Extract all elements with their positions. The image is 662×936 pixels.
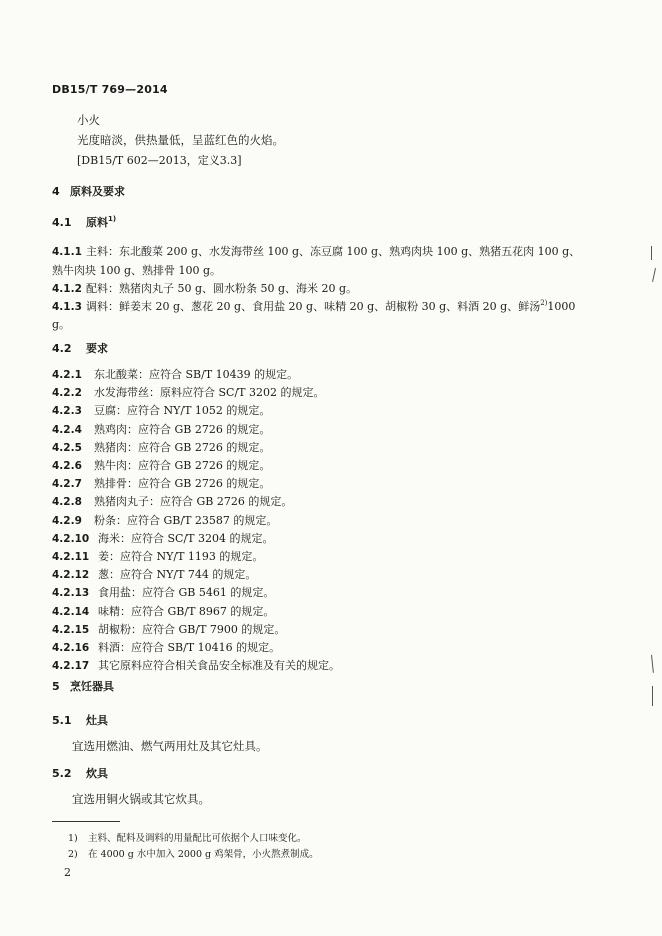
scan-mark bbox=[652, 268, 656, 282]
requirement-item bbox=[52, 512, 277, 528]
scan-mark bbox=[651, 655, 654, 673]
footnote-1 bbox=[68, 830, 307, 844]
requirement-number: 4.2.13 bbox=[52, 587, 90, 600]
requirement-number: 4.2.10 bbox=[52, 532, 90, 545]
requirement-item bbox=[52, 384, 324, 400]
section-4-2-title: 要求 bbox=[86, 342, 108, 355]
requirement-number: 4.2.6 bbox=[52, 460, 82, 472]
requirement-text: 味精：应符合 GB/T 8967 的规定。 bbox=[98, 604, 275, 618]
item-4-1-3 bbox=[52, 298, 575, 314]
requirement-item bbox=[52, 366, 298, 382]
requirement-text: 东北酸菜：应符合 SB/T 10439 的规定。 bbox=[94, 368, 299, 381]
item-4-1-1-number: 4.1.1 bbox=[52, 246, 82, 258]
item-4-1-3-tail: 1000 bbox=[547, 300, 576, 313]
section-4-1-title: 原料 bbox=[86, 216, 108, 229]
requirement-item bbox=[52, 566, 256, 582]
requirement-number: 4.2.14 bbox=[52, 605, 90, 618]
requirement-item bbox=[52, 548, 263, 564]
requirement-number: 4.2.3 bbox=[52, 405, 82, 418]
requirement-item bbox=[52, 402, 270, 418]
section-5-1-title: 灶具 bbox=[86, 714, 108, 727]
requirement-item bbox=[52, 639, 280, 655]
requirement-number: 4.2.7 bbox=[52, 478, 82, 491]
item-4-1-1-continuation: 熟牛肉块 100 g、熟排骨 100 g。 bbox=[52, 264, 222, 277]
requirement-item bbox=[52, 603, 274, 619]
footnote-2 bbox=[68, 846, 319, 860]
requirement-number: 4.2.2 bbox=[52, 387, 82, 400]
requirement-item bbox=[52, 421, 270, 437]
footnote-separator bbox=[52, 821, 120, 822]
requirement-text: 食用盐：应符合 GB 5461 的规定。 bbox=[98, 586, 275, 600]
section-5-number: 5 bbox=[52, 680, 60, 693]
section-4-2-number: 4.2 bbox=[52, 342, 72, 355]
requirement-text: 熟鸡肉：应符合 GB 2726 的规定。 bbox=[94, 422, 271, 436]
section-5-1-number: 5.1 bbox=[52, 714, 72, 727]
footnote-ref-1: 1) bbox=[108, 215, 117, 223]
section-5-1-text: 宜选用燃油、燃气两用灶及其它灶具。 bbox=[72, 739, 268, 753]
section-4-number: 4 bbox=[52, 185, 60, 198]
requirement-text: 粉条：应符合 GB/T 23587 的规定。 bbox=[94, 513, 278, 527]
requirement-number: 4.2.15 bbox=[52, 623, 90, 636]
requirement-text: 料酒：应符合 SB/T 10416 的规定。 bbox=[98, 641, 281, 654]
requirement-number: 4.2.12 bbox=[52, 569, 90, 582]
requirement-text: 水发海带丝：原料应符合 SC/T 3202 的规定。 bbox=[94, 386, 325, 400]
section-4-1-number: 4.1 bbox=[52, 216, 72, 229]
scan-mark bbox=[651, 246, 652, 260]
item-4-1-3-number: 4.1.3 bbox=[52, 301, 82, 313]
section-5-2-heading bbox=[52, 765, 108, 781]
section-5-1-heading bbox=[52, 712, 108, 728]
footnote-2-text: 在 4000 g 水中加入 2000 g 鸡架骨，小火熬煮制成。 bbox=[88, 849, 319, 860]
requirement-item bbox=[52, 621, 285, 637]
requirement-item bbox=[52, 439, 270, 455]
requirement-text: 其它原料应符合相关食品安全标准及有关的规定。 bbox=[98, 659, 340, 673]
section-4-1-heading bbox=[52, 214, 116, 230]
requirement-number: 4.2.4 bbox=[52, 423, 82, 436]
requirement-number: 4.2.8 bbox=[52, 496, 82, 509]
item-4-1-2-text: 配料：熟猪肉丸子 50 g、圆水粉条 50 g、海米 20 g。 bbox=[86, 282, 358, 295]
definition-term: 小火 bbox=[77, 113, 100, 127]
requirement-item bbox=[52, 584, 274, 600]
requirement-text: 熟牛肉：应符合 GB 2726 的规定。 bbox=[94, 459, 271, 472]
requirement-text: 姜：应符合 NY/T 1193 的规定。 bbox=[98, 550, 264, 563]
section-4-2-heading bbox=[52, 340, 108, 356]
footnote-ref-2: 2) bbox=[540, 299, 548, 307]
section-5-title: 烹饪器具 bbox=[70, 680, 114, 693]
item-4-1-1-text: 主料：东北酸菜 200 g、水发海带丝 100 g、冻豆腐 100 g、熟鸡肉块 100 g、熟猪五花肉 100 g、 bbox=[86, 245, 581, 258]
section-4-title: 原料及要求 bbox=[70, 185, 125, 198]
requirement-item bbox=[52, 657, 340, 673]
item-4-1-2-number: 4.1.2 bbox=[52, 283, 82, 295]
footnote-1-mark: 1) bbox=[68, 833, 78, 844]
footnote-1-text: 主料、配料及调料的用量配比可依据个人口味变化。 bbox=[88, 833, 307, 844]
requirement-text: 熟排骨：应符合 GB 2726 的规定。 bbox=[94, 477, 271, 491]
footnote-2-mark: 2) bbox=[68, 849, 78, 860]
requirement-item bbox=[52, 493, 292, 509]
requirement-item bbox=[52, 475, 270, 491]
section-5-2-number: 5.2 bbox=[52, 767, 72, 780]
item-4-1-3-continuation: g。 bbox=[52, 318, 71, 331]
requirement-item bbox=[52, 457, 270, 473]
requirement-text: 熟猪肉丸子：应符合 GB 2726 的规定。 bbox=[94, 495, 293, 509]
definition-description: 光度暗淡，供热量低，呈蓝红色的火焰。 bbox=[77, 133, 284, 147]
scan-mark bbox=[652, 686, 653, 706]
requirement-number: 4.2.5 bbox=[52, 441, 82, 454]
document-id: DB15/T 769—2014 bbox=[52, 83, 168, 96]
requirement-text: 豆腐：应符合 NY/T 1052 的规定。 bbox=[94, 404, 271, 418]
definition-reference: [DB15/T 602—2013，定义3.3] bbox=[77, 154, 242, 167]
section-5-2-title: 炊具 bbox=[86, 767, 108, 780]
item-4-1-2 bbox=[52, 280, 357, 296]
requirement-number: 4.2.17 bbox=[52, 660, 90, 673]
requirement-number: 4.2.9 bbox=[52, 514, 82, 527]
section-4-heading bbox=[52, 183, 125, 199]
section-5-2-text: 宜选用铜火锅或其它炊具。 bbox=[72, 792, 210, 806]
requirement-text: 海米：应符合 SC/T 3204 的规定。 bbox=[98, 531, 274, 545]
requirement-text: 熟猪肉：应符合 GB 2726 的规定。 bbox=[94, 440, 271, 454]
section-5-heading bbox=[52, 678, 114, 694]
page-number: 2 bbox=[64, 866, 71, 879]
requirement-number: 4.2.1 bbox=[52, 369, 82, 381]
requirement-number: 4.2.16 bbox=[52, 642, 90, 654]
requirement-text: 葱：应符合 NY/T 744 的规定。 bbox=[98, 568, 257, 582]
item-4-1-3-text: 调料：鲜姜末 20 g、葱花 20 g、食用盐 20 g、味精 20 g、胡椒粉 30 g、料酒 20 g、鲜汤 bbox=[86, 300, 541, 313]
requirement-number: 4.2.11 bbox=[52, 551, 90, 563]
requirement-item bbox=[52, 530, 273, 546]
requirement-text: 胡椒粉：应符合 GB/T 7900 的规定。 bbox=[98, 622, 286, 636]
item-4-1-1 bbox=[52, 243, 580, 259]
